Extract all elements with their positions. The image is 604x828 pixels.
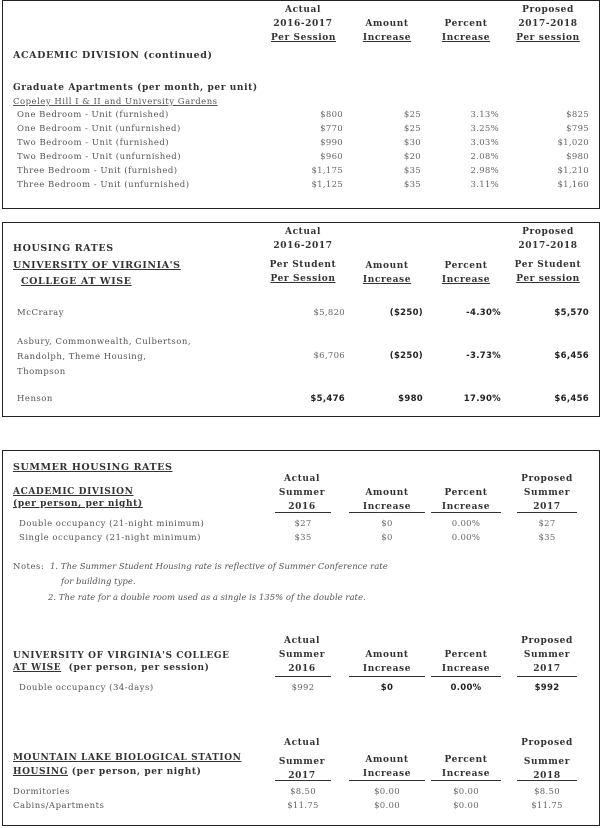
title-line: UNIVERSITY OF VIRGINIA'S COLLEGE — [13, 651, 230, 661]
cell-amount: $25 — [403, 110, 421, 120]
header-line: Summer — [278, 650, 326, 660]
header-rule — [275, 676, 331, 677]
header-line: Actual — [283, 636, 320, 646]
notes-label: Notes: — [13, 562, 45, 572]
header-line: Increase — [441, 664, 491, 674]
header-rule — [349, 780, 425, 781]
header-line: Proposed — [522, 5, 574, 15]
section-title — [13, 244, 181, 287]
title-line: UNIVERSITY OF VIRGINIA'S — [13, 259, 181, 271]
title-suffix: (per person, per session) — [68, 663, 210, 673]
col-header-proposed — [511, 637, 583, 674]
col-header-amount — [359, 489, 415, 512]
header-line: Proposed — [521, 738, 573, 748]
header-line: Increase — [441, 769, 491, 779]
cell-actual: $990 — [320, 138, 343, 148]
cell-percent: 2.08% — [470, 152, 499, 162]
header-line: Per session — [516, 274, 580, 284]
cell-proposed: $1,160 — [557, 180, 589, 190]
cell-percent: 0.00% — [451, 533, 481, 543]
cell-amount: ($250) — [389, 351, 423, 361]
note-1: 1. The Summer Student Housing rate is reflective of Summer Conference rate — [50, 562, 388, 572]
row-label: Thompson — [17, 367, 66, 377]
header-line: Per session — [516, 33, 580, 43]
cell-actual: $8.50 — [290, 787, 316, 797]
header-line: 2016 — [288, 502, 316, 512]
title-line: COLLEGE AT WISE — [21, 276, 132, 287]
header-line: Summer — [523, 757, 571, 767]
col-header-percent — [438, 262, 494, 285]
cell-actual: $770 — [320, 124, 343, 134]
cell-percent: 17.90% — [463, 394, 501, 404]
section-subtitle: Graduate Apartments (per month, per unit) — [13, 83, 258, 93]
title-line: AT WISE — [13, 663, 62, 673]
cell-percent: 3.25% — [470, 124, 499, 134]
cell-percent: 3.11% — [470, 180, 499, 190]
cell-amount: $20 — [403, 152, 421, 162]
header-line: Increase — [362, 275, 412, 285]
cell-proposed: $1,020 — [557, 138, 589, 148]
row-label: McCraray — [17, 308, 65, 318]
header-line: Increase — [362, 33, 412, 43]
cell-percent: 3.13% — [470, 110, 499, 120]
header-line: 2017-2018 — [518, 19, 578, 29]
col-header-actual — [269, 475, 335, 512]
header-line: 2017 — [533, 502, 561, 512]
cell-percent: $0.00 — [453, 787, 479, 797]
row-label: One Bedroom - Unit (furnished) — [17, 110, 169, 120]
header-line: Per Student — [514, 260, 582, 270]
cell-amount: $0 — [381, 533, 393, 543]
cell-proposed: $1,210 — [557, 166, 589, 176]
cell-proposed: $11.75 — [531, 801, 563, 811]
cell-amount: $30 — [403, 138, 421, 148]
header-line: Increase — [441, 33, 491, 43]
header-rule — [517, 676, 577, 677]
cell-amount: $35 — [403, 166, 421, 176]
header-line: 2017-2018 — [518, 241, 578, 251]
row-label: Double occupancy (21-night minimum) — [19, 519, 205, 529]
header-line: 2016-2017 — [273, 241, 333, 251]
row-label: Two Bedroom - Unit (furnished) — [17, 138, 170, 148]
title-line: ACADEMIC DIVISION — [13, 487, 134, 497]
col-header-amount — [359, 756, 415, 779]
row-label: One Bedroom - Unit (unfurnished) — [17, 124, 181, 134]
cell-percent: 2.98% — [470, 166, 499, 176]
header-rule — [349, 512, 425, 513]
cell-percent: $0.00 — [453, 801, 479, 811]
cell-actual: $800 — [320, 110, 343, 120]
uva-wise-housing-rates-table — [2, 222, 600, 417]
col-header-actual — [269, 739, 335, 781]
cell-actual: $960 — [320, 152, 343, 162]
cell-proposed: $6,456 — [554, 351, 589, 361]
col-header-percent — [438, 651, 494, 674]
cell-percent: -4.30% — [466, 308, 501, 318]
header-line: Increase — [362, 664, 412, 674]
header-line: Summer — [523, 488, 571, 498]
col-header-proposed — [509, 228, 587, 284]
cell-actual: $1,175 — [311, 166, 343, 176]
col-header-actual — [265, 228, 341, 284]
header-line: Amount — [365, 650, 409, 660]
cell-percent: 0.00% — [450, 683, 482, 693]
apartment-group-label: Copeley Hill I & II and University Gardens — [13, 97, 218, 107]
academic-division-graduate-apartments-table — [2, 0, 600, 209]
header-rule — [517, 780, 577, 781]
cell-proposed: $992 — [534, 683, 560, 693]
col-header-amount — [359, 20, 415, 43]
header-rule — [349, 676, 425, 677]
col-header-percent — [438, 756, 494, 779]
cell-percent: 0.00% — [451, 519, 481, 529]
header-line: Amount — [365, 488, 409, 498]
row-label: Two Bedroom - Unit (unfurnished) — [17, 152, 182, 162]
cell-proposed: $980 — [566, 152, 589, 162]
col-header-percent — [438, 489, 494, 512]
cell-proposed: $27 — [538, 519, 556, 529]
header-line: Proposed — [522, 227, 574, 237]
row-label: Dormitories — [13, 787, 70, 797]
header-line: Increase — [362, 769, 412, 779]
cell-amount: $0.00 — [374, 801, 400, 811]
row-label: Cabins/Apartments — [13, 801, 105, 811]
cell-amount: $0.00 — [374, 787, 400, 797]
col-header-actual — [271, 6, 335, 43]
col-header-proposed — [511, 739, 583, 781]
header-line: Actual — [284, 5, 321, 15]
cell-amount: $980 — [398, 394, 423, 404]
header-line: Increase — [441, 502, 491, 512]
row-label: Single occupancy (21-night minimum) — [19, 533, 201, 543]
header-rule — [431, 780, 501, 781]
row-label: Double occupancy (34-days) — [19, 683, 154, 693]
header-line: Actual — [283, 738, 320, 748]
col-header-proposed — [511, 475, 583, 512]
cell-amount: ($250) — [389, 308, 423, 318]
row-label: Randolph, Theme Housing, — [17, 352, 147, 362]
header-line: Proposed — [521, 636, 573, 646]
header-line: Summer — [523, 650, 571, 660]
header-line: Percent — [444, 488, 488, 498]
cell-amount: $0 — [381, 519, 393, 529]
col-header-amount — [359, 651, 415, 674]
cell-proposed: $795 — [566, 124, 589, 134]
title-line: MOUNTAIN LAKE BIOLOGICAL STATION — [13, 753, 242, 763]
cell-actual: $992 — [291, 683, 315, 693]
header-rule — [275, 512, 331, 513]
cell-actual: $11.75 — [287, 801, 319, 811]
row-label: Asbury, Commonwealth, Culbertson, — [17, 337, 192, 347]
header-line: Percent — [444, 650, 488, 660]
cell-actual: $27 — [294, 519, 312, 529]
header-line: Actual — [284, 227, 321, 237]
header-rule — [431, 512, 501, 513]
title-line: HOUSING — [13, 767, 69, 777]
header-line: 2017 — [288, 771, 316, 781]
row-label: Henson — [17, 394, 53, 404]
header-line: Per Session — [271, 33, 337, 43]
cell-actual: $6,706 — [313, 351, 345, 361]
cell-amount: $25 — [403, 124, 421, 134]
cell-percent: -3.73% — [466, 351, 501, 361]
summer-housing-rates-table — [2, 450, 600, 826]
section-title: SUMMER HOUSING RATES — [13, 462, 173, 473]
row-label: Three Bedroom - Unit (unfurnished) — [17, 180, 190, 190]
cell-actual: $5,476 — [310, 394, 345, 404]
cell-proposed: $5,570 — [554, 308, 589, 318]
col-header-proposed — [513, 6, 583, 43]
cell-proposed: $35 — [538, 533, 556, 543]
subsection-title — [13, 488, 143, 509]
cell-amount: $0 — [380, 683, 394, 693]
header-rule — [517, 512, 577, 513]
header-line: Summer — [278, 488, 326, 498]
header-line: Per Session — [270, 274, 336, 284]
header-line: 2016 — [288, 664, 316, 674]
subsection-title — [13, 754, 241, 777]
title-line: HOUSING RATES — [13, 243, 114, 254]
col-header-amount — [359, 262, 415, 285]
header-line: Summer — [278, 757, 326, 767]
header-rule — [275, 780, 331, 781]
header-line: Amount — [365, 755, 409, 765]
header-line: Proposed — [521, 474, 573, 484]
header-line: Percent — [444, 261, 488, 271]
header-line: Per Student — [269, 260, 337, 270]
note-2: 2. The rate for a double room used as a single is 135% of the double rate. — [48, 593, 366, 603]
header-line: Amount — [365, 19, 409, 29]
section-title: ACADEMIC DIVISION (continued) — [13, 50, 213, 61]
header-line: 2018 — [533, 771, 561, 781]
cell-proposed: $6,456 — [554, 394, 589, 404]
note-1-continued: for building type. — [61, 577, 136, 587]
subsection-title — [13, 652, 230, 673]
col-header-actual — [269, 637, 335, 674]
cell-actual: $1,125 — [311, 180, 343, 190]
cell-proposed: $8.50 — [534, 787, 560, 797]
cell-percent: 3.03% — [470, 138, 499, 148]
cell-proposed: $825 — [566, 110, 589, 120]
header-line: Amount — [365, 261, 409, 271]
header-line: Percent — [444, 19, 488, 29]
header-line: Increase — [441, 275, 491, 285]
title-suffix: (per person, per night) — [71, 767, 202, 777]
col-header-percent — [438, 20, 494, 43]
title-line: (per person, per night) — [13, 499, 143, 509]
row-label: Three Bedroom - Unit (furnished) — [17, 166, 178, 176]
header-line: 2017 — [533, 664, 561, 674]
header-line: Actual — [283, 474, 320, 484]
cell-actual: $5,820 — [313, 308, 345, 318]
cell-actual: $35 — [294, 533, 312, 543]
header-rule — [431, 676, 501, 677]
header-line: 2016-2017 — [273, 19, 333, 29]
header-line: Percent — [444, 755, 488, 765]
cell-amount: $35 — [403, 180, 421, 190]
header-line: Increase — [362, 502, 412, 512]
